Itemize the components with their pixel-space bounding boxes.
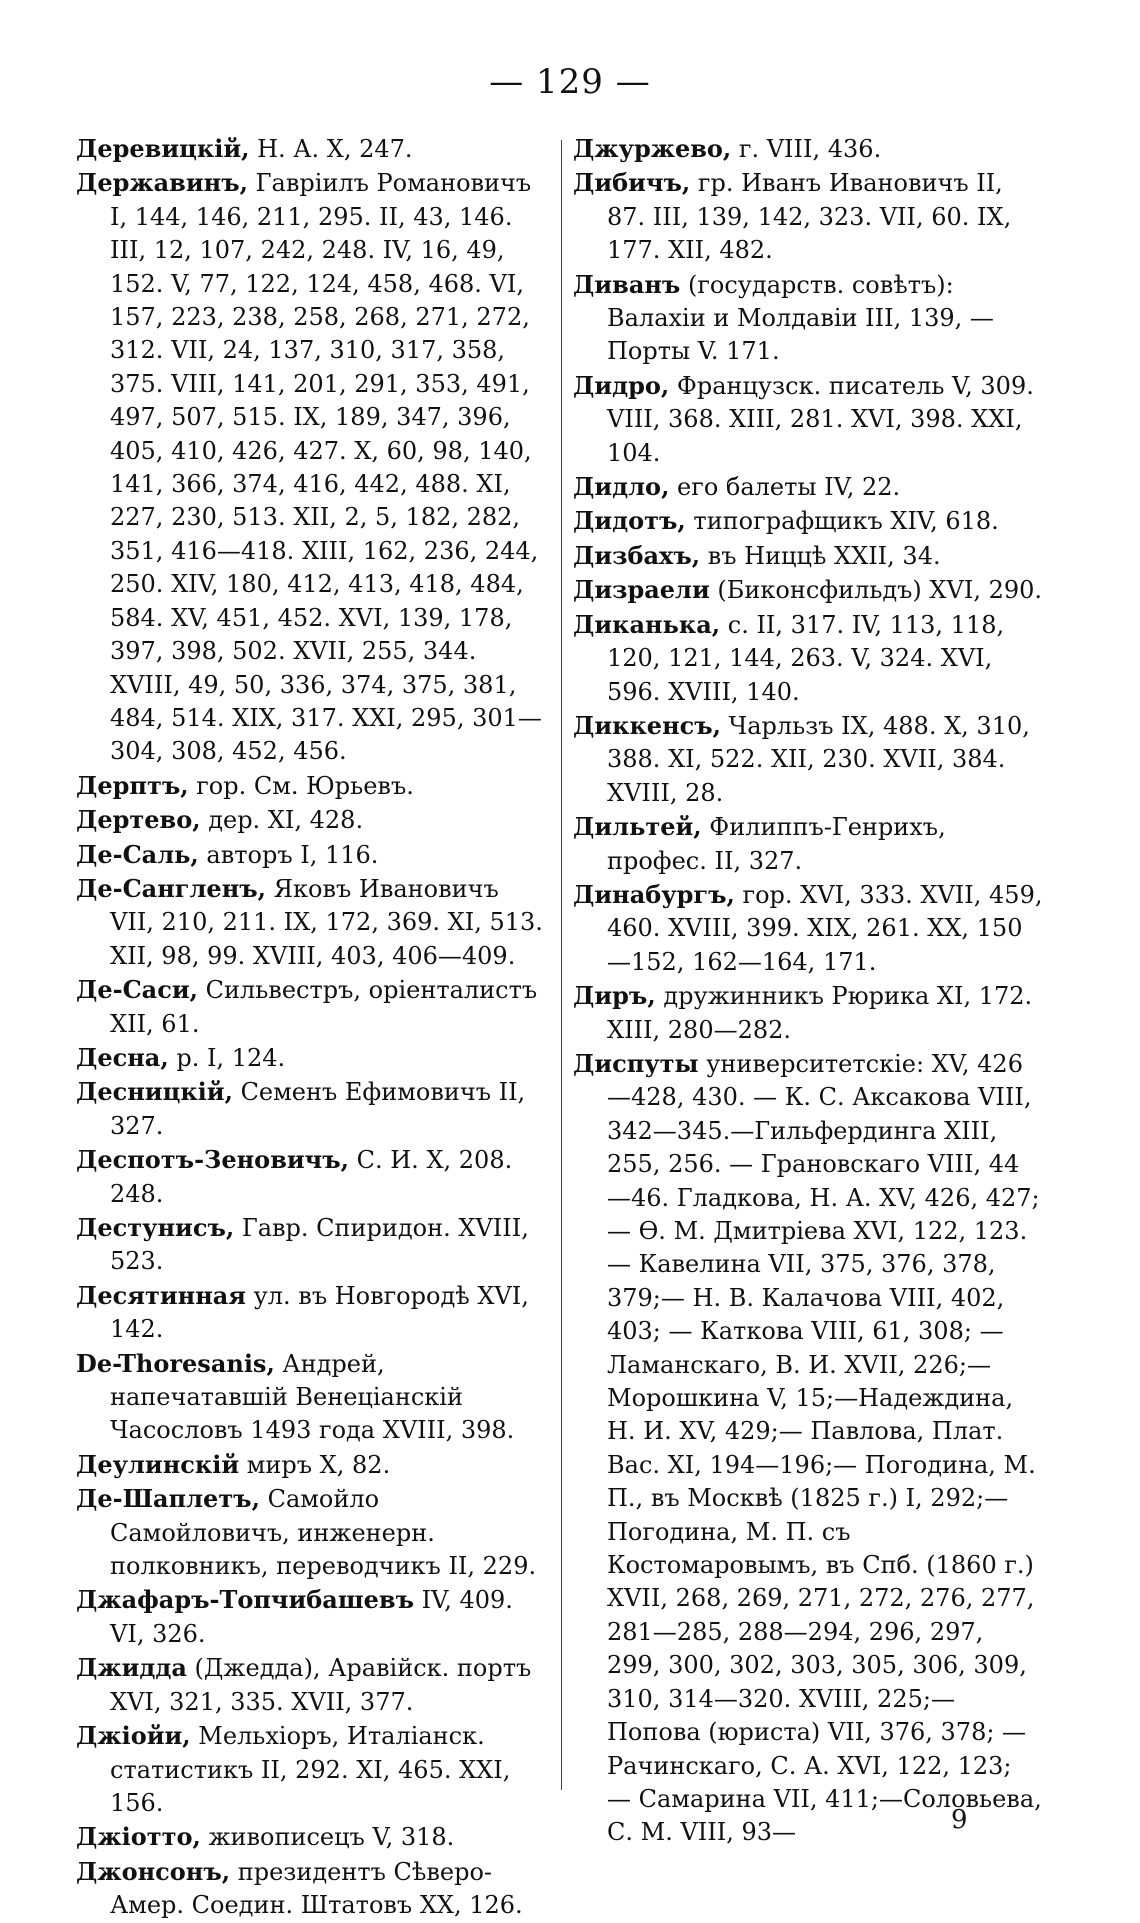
entry-references: Андрей, напечатавшій Венеціанскій Часословъ 1493 года XVIII, 398.: [110, 1349, 515, 1445]
index-entry: [573, 504, 1043, 538]
entry-references: Гавр. Спиридон. XVIII, 523.: [110, 1214, 529, 1276]
entry-headword: Диспуты: [573, 1048, 699, 1078]
entry-references: Филиппъ-Генрихъ, профес. II, 327.: [607, 813, 946, 875]
index-entry: [76, 1719, 546, 1820]
entry-references: гр. Иванъ Ивановичъ II, 87. III, 139, 142, 323. VII, 60. IX, 177. XII, 482.: [607, 169, 1012, 265]
index-entry: [76, 769, 546, 803]
entry-headword: Десна,: [76, 1042, 169, 1072]
entry-references: г. VIII, 436.: [731, 135, 882, 163]
index-entry: [76, 1583, 546, 1651]
entry-headword: Державинъ,: [76, 168, 248, 198]
signature-mark: 9: [951, 1805, 968, 1835]
entry-headword: Джонсонъ,: [76, 1856, 231, 1886]
index-entry: [573, 979, 1043, 1047]
index-entry: [573, 608, 1043, 709]
entry-headword: Диккенсъ,: [573, 710, 722, 740]
entry-references: С. И. X, 208. 248.: [110, 1146, 513, 1208]
entry-references: типографщикъ XIV, 618.: [685, 507, 999, 536]
entry-headword: Джуржево,: [573, 134, 732, 163]
entry-references: живописецъ V, 318.: [200, 1823, 455, 1852]
entry-headword: Дидро,: [573, 370, 670, 400]
entry-headword: Дидотъ,: [573, 506, 686, 536]
entry-references: с. II, 317. IV, 113, 118, 120, 121, 144, 263. V, 324. XVI, 596. XVIII, 140.: [607, 610, 1005, 706]
entry-headword: Диванъ: [573, 269, 681, 299]
index-entry: [573, 166, 1043, 267]
entry-references: Семенъ Ефимовичъ II, 327.: [110, 1078, 526, 1140]
entry-headword: Диръ,: [573, 981, 656, 1011]
entry-headword: Десницкій,: [76, 1077, 233, 1107]
entry-headword: Деулинскій: [76, 1449, 240, 1479]
entry-references: гор. XVI, 333. XVII, 459, 460. XVIII, 399. XIX, 261. XX, 150—152, 162—164, 171.: [607, 880, 1043, 976]
index-entry: [76, 973, 546, 1041]
entry-references: въ Ниццѣ XXII, 34.: [700, 541, 941, 570]
page-number: — 129 —: [489, 62, 651, 102]
entry-references: миръ X, 82.: [239, 1450, 391, 1479]
entry-references: Яковъ Ивановичъ VII, 210, 211. IX, 172, 369. XI, 513. XII, 98, 99. XVIII, 403, 406—409.: [110, 874, 543, 970]
index-entry: [76, 1041, 546, 1075]
column-divider: [561, 140, 562, 1790]
entry-headword: Дерптъ,: [76, 770, 189, 800]
entry-references: (Биконсфильдъ) XVI, 290.: [709, 576, 1043, 605]
index-entry: [573, 709, 1043, 810]
entry-references: Сильвестръ, орiенталистъ XII, 61.: [110, 976, 538, 1038]
index-entry: [76, 1651, 546, 1719]
index-entry: [76, 1482, 546, 1583]
index-entry: [573, 268, 1043, 369]
entry-headword: Диканька,: [573, 609, 721, 639]
entry-headword: Де-Сангленъ,: [76, 873, 267, 903]
entry-references: Самойло Самойловичъ, инженерн. полковникъ, переводчикъ II, 229.: [110, 1485, 537, 1581]
entry-headword: Дизраели: [573, 575, 710, 605]
index-entry: [76, 1347, 546, 1448]
index-entry: [76, 1211, 546, 1279]
index-entry: [573, 369, 1043, 470]
entry-headword: Де-Шаплетъ,: [76, 1484, 260, 1514]
entry-references: (государств. совѣтъ): Валахіи и Молдавіи III, 139, — Порты V. 171.: [607, 270, 994, 366]
entry-references: его балеты IV, 22.: [669, 473, 901, 502]
entry-headword: Десятинная: [76, 1280, 247, 1310]
index-entry: [76, 1448, 546, 1482]
index-entry: [76, 838, 546, 872]
entry-references: IV, 409. VI, 326.: [110, 1586, 513, 1648]
entry-headword: Деревицкій,: [76, 134, 250, 163]
index-entry: [76, 872, 546, 973]
index-entry: [76, 132, 546, 166]
entry-headword: Де-Саси,: [76, 975, 198, 1005]
index-entry: [573, 878, 1043, 979]
index-entry: [573, 810, 1043, 878]
index-entry: [76, 1143, 546, 1211]
index-entry: [76, 166, 546, 768]
index-entry: [76, 1855, 546, 1923]
entry-references: р. I, 124.: [168, 1043, 286, 1072]
entry-headword: Дертево,: [76, 805, 201, 835]
entry-references: (Джедда), Аравійск. портъ XVI, 321, 335. XVII, 377.: [110, 1654, 532, 1716]
index-entry: [76, 1820, 546, 1854]
entry-headword: Джафаръ-Топчибашевъ: [76, 1585, 414, 1615]
entry-references: университетскіе: XV, 426—428, 430. — К. С. Аксакова VIII, 342—345.—Гильфердинга XIII, 255, 256. — Грановскаго VIII, 44—46. Гладкова, Н. А. XV, 426, 427; — Ѳ. М. Дмитріева XVI, 122, 123. — Кавелина VII, 375, 376, 378, 379;— Н. В. Калачова VIII, 402, 403; — Каткова VIII, 61, 308; — Ламанскаго, В. И. XVII, 226;—Морошкина V, 15;—Надеждина, Н. И. XV, 429;— Павлова, Плат. Вас. XI, 194—196;— Погодина, М. П., въ Москвѣ (1825 г.) I, 292;—Погодина, М. П. съ Костомаровымъ, въ Спб. (1860 г.) XVII, 268, 269, 271, 272, 276, 277, 281—285, 288—294, 296, 297, 299, 300, 302, 303, 305, 306, 309, 310, 314—320. XVIII, 225;—Попова (юриста) VII, 376, 378; — Рачинскаго, С. А. XVI, 122, 123; — Самарина VII, 411;—Соловьева, С. М. VIII, 93—: [607, 1049, 1042, 1847]
index-entry: [573, 470, 1043, 504]
entry-headword: Дизбахъ,: [573, 540, 701, 570]
entry-references: дружинникъ Рюрика XI, 172. XIII, 280—282.: [607, 982, 1033, 1044]
entry-references: Французск. писатель V, 309. VIII, 368. XIII, 281. XVI, 398. XXI, 104.: [607, 371, 1034, 467]
entry-headword: Дестунисъ,: [76, 1213, 235, 1242]
entry-headword: Джіотто,: [76, 1822, 201, 1852]
entry-headword: Динабургъ,: [573, 879, 735, 909]
entry-headword: Де-Саль,: [76, 839, 199, 869]
index-entry: [573, 573, 1043, 607]
index-entry: [76, 803, 546, 837]
entry-references: президентъ Сѣверо-Амер. Соедин. Штатовъ XX, 126.: [110, 1857, 523, 1920]
entry-headword: De-Thoresanis,: [76, 1348, 275, 1378]
entry-headword: Дильтей,: [573, 812, 702, 842]
entry-headword: Дибичъ,: [573, 168, 691, 198]
index-entry: [573, 132, 1043, 166]
entry-headword: Джіойи,: [76, 1721, 191, 1751]
entry-headword: Джидда: [76, 1653, 187, 1683]
index-entry: [76, 1075, 546, 1143]
index-entry: [76, 1279, 546, 1347]
index-column-right: [573, 132, 1043, 1850]
index-entry: [573, 539, 1043, 573]
entry-references: дер. XI, 428.: [200, 806, 364, 835]
entry-references: Чарльзъ IX, 488. X, 310, 388. XI, 522. XII, 230. XVII, 384. XVIII, 28.: [607, 711, 1030, 807]
index-entry: [573, 1047, 1043, 1850]
entry-headword: Дидло,: [573, 472, 670, 502]
entry-references: Н. А. X, 247.: [249, 135, 413, 163]
entry-references: авторъ I, 116.: [198, 840, 379, 869]
entry-headword: Деспотъ-Зеновичъ,: [76, 1145, 349, 1175]
entry-references: Мельхіоръ, Италіанск. статистикъ II, 292. XI, 465. XXI, 156.: [110, 1722, 511, 1817]
entry-references: гор. См. Юрьевъ.: [188, 771, 414, 800]
entry-references: ул. въ Новгородѣ XVI, 142.: [110, 1281, 529, 1344]
entry-references: Гаврiилъ Романовичъ I, 144, 146, 211, 295. II, 43, 146. III, 12, 107, 242, 248. IV, 16, 49, 152. V, 77, 122, 124, 458, 468. VI, 157, 223, 238, 258, 268, 271, 272, 312. VII, 24, 137, 310, 317, 358, 375. VIII, 141, 201, 291, 353, 491, 497, 507, 515. IX, 189, 347, 396, 405, 410, 426, 427. X, 60, 98, 140, 141, 366, 374, 416, 442, 488. XI, 227, 230, 513. XII, 2, 5, 182, 282, 351, 416—418. XIII, 162, 236, 244, 250. XIV, 180, 412, 413, 418, 484, 584. XV, 451, 452. XVI, 139, 178, 397, 398, 502. XVII, 255, 344. XVIII, 49, 50, 336, 374, 375, 381, 484, 514. XIX, 317. XXI, 295, 301—304, 308, 452, 456.: [110, 169, 542, 766]
index-column-left: [76, 132, 546, 1923]
